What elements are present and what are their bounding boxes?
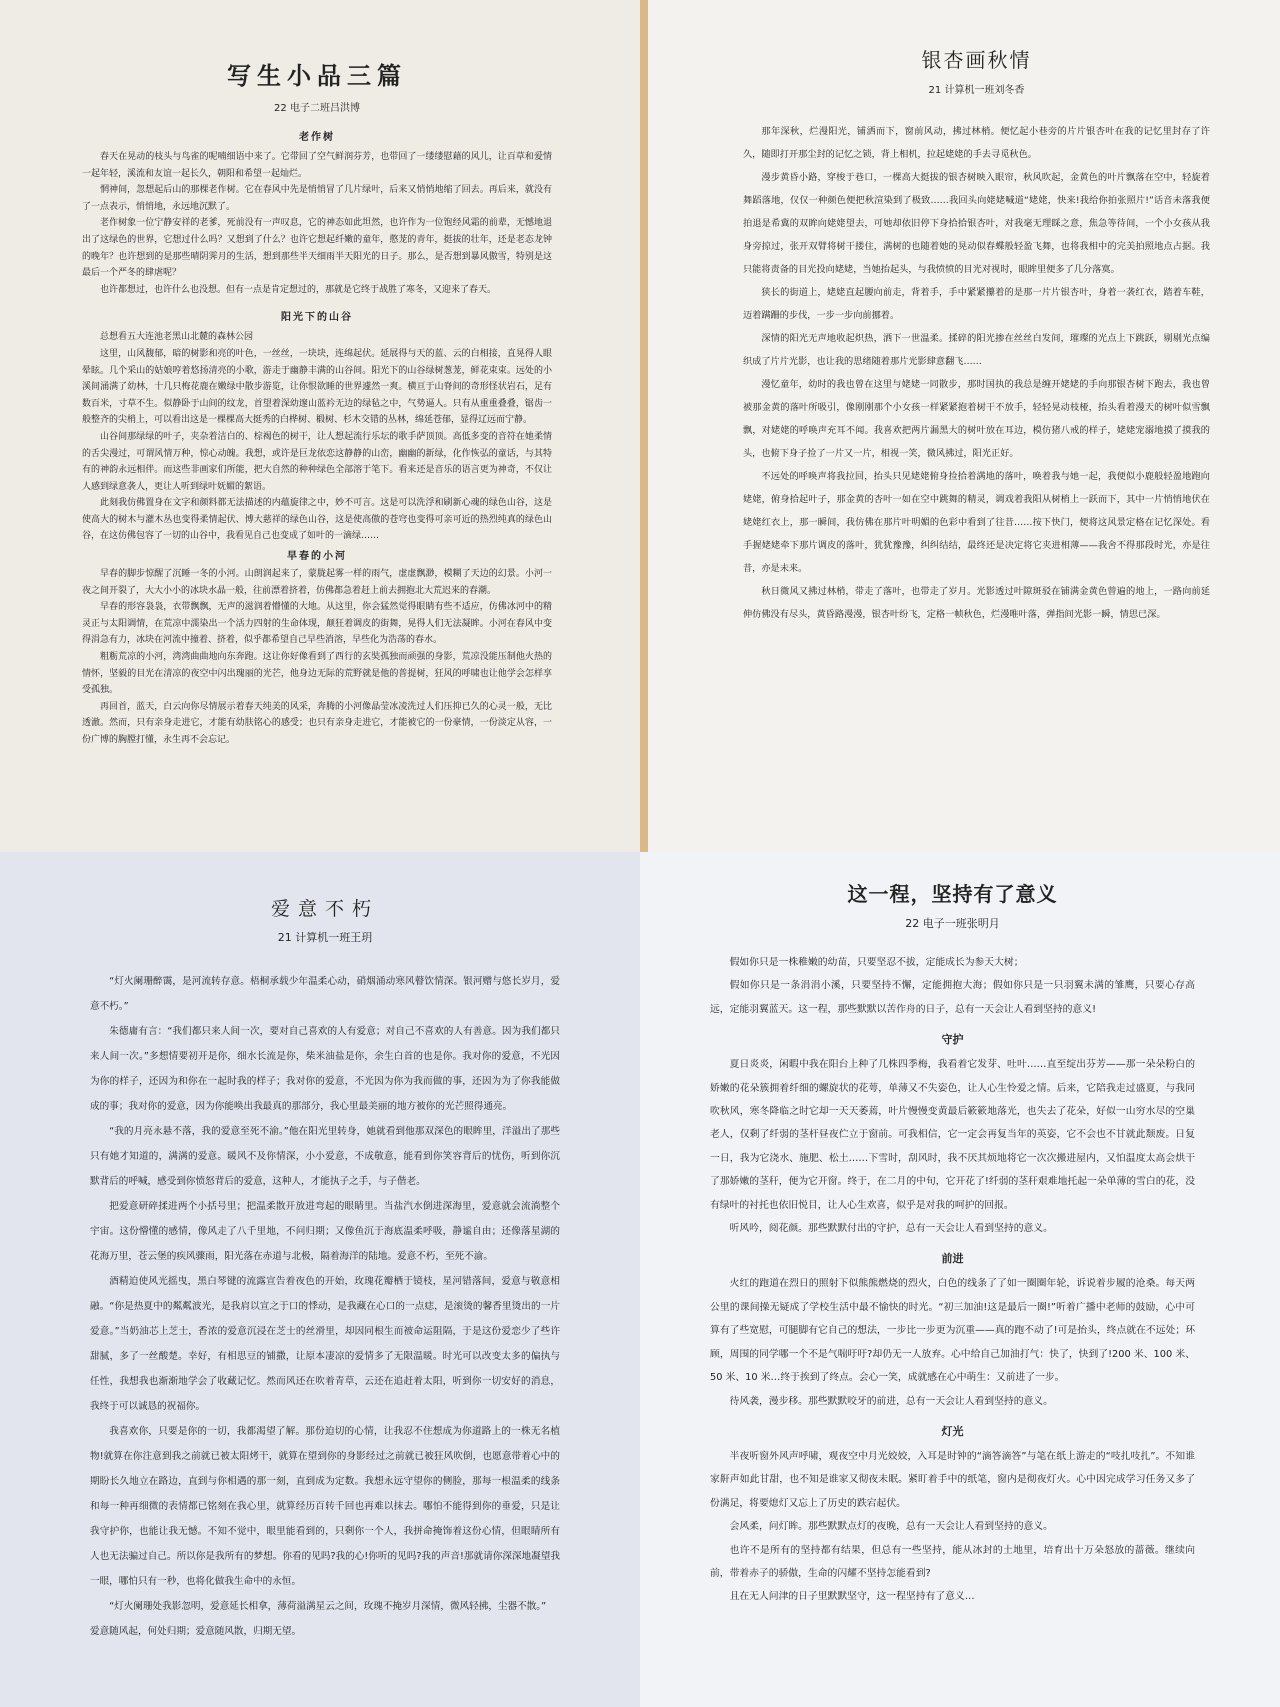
section-heading: 灯光 [941,1424,964,1438]
author-line: 22 电子一班张明月 [905,917,1000,930]
paragraph: 假如你只是一株稚嫩的幼苗，只要坚忍不拔，定能成长为参天大树； [729,957,1024,968]
paragraph: 早春的形容袅袅，衣带飘飘，无声的滋润着懵懂的大地。从这里，你会猛然觉得眼睛有些不适应，仿佛冰河中的精灵正与太阳调情，在荒凉中濡染出一个活力四射的生命体现，颠狂着调皮的街舞，晃得人们无法凝眸。小河在春风中变得涓急有力，冰块在河流中撞着、挤着，似乎都希望自己早些消溶，早些化为浩荡的春水。 [82,602,552,646]
paragraph: 我喜欢你，只要是你的一切，我都渴望了解。那份迫切的心情，让我忍不住想成为你道路上的一株无名植物!就算在你注意到我之前就已被太阳烤干，就算在望到你的身影经过之前就已被狂风吹倒，也愿意带着心中的期盼长久地立在路边，直到与你相遇的那一刻，直到成为定数。我想永远守望你的侧脸，那每一根温柔的线条和每一种再细微的表情都已铭刻在我心里，就算经历百转千回也再难以抹去。哪怕不能得到你的垂爱，只是让我守护你，也能让我无憾。不知不觉中，眼里能看到的，只剩你一个人，我拼命掩饰着这份心情，但眼睛所有人也无法骗过自己。所以你是我所有的梦想。你看的见吗?我的心!你听的见吗?我的声音!那就请你深深地凝望我一眼，哪怕只有一秒，也将化做我生命中的永恒。 [90,1426,560,1587]
section-heading: 早春的小河 [287,551,347,563]
essay-page-2 [648,0,1280,852]
essay-page-4 [640,852,1280,1707]
paragraph: “灯火阑珊醉霭，是河流转存意。梧桐承载少年温柔心动，硝烟涌动寒风瞽饮情深。银河赠与悠长岁月，爱意不朽。” [90,976,560,1012]
page-title: 这一程，坚持有了意义 [847,882,1058,906]
paragraph: 也许不是所有的坚持都有结果，但总有一些坚持，能从冰封的土地里，培育出十万朵怒放的蔷薇。继续向前，带着赤子的骄傲，生命的闪耀不坚持怎能看到? [710,1544,1195,1579]
page-title: 银杏画秋情 [921,48,1032,72]
paragraph: 酒精迫使风光摇曳，黑白琴键的流露宣告着夜色的开始，玫瑰花瓣栖于镜枝，星河错落间，爱意与敬意相融。“你是热夏中的粼粼波光，是我肩以宣之于口的悸动，是我藏在心口的一点痣，是滚烫的馨香里烫出的一片爱意。”当奶油芯上芝士，香浓的爱意沉浸在芝士的丝滑里，却因同根生而被命运阻隔，于是这份爱恋少了些许甜腻，多了一丝酸楚。幸好，有相思豆的铺撒，让原本凄凉的爱情多了无限温暖。时光可以改变太多的偏执与任性，我想我也渐渐地学会了收藏记忆。然而风还在吹着青草，云还在追赶着太阳，听到你一切安好的消息，我终于可以诚恳的祝福你。 [90,1276,560,1412]
paragraph: 那年深秋，烂漫阳光，铺洒而下，窗前风动，拂过林梢。便忆起小巷旁的片片银杏叶在我的记忆里封存了许久，随即打开那尘封的记忆之锁，背上相机，拉起姥姥的手去寻觅秋色。 [743,126,1210,160]
paragraph: 早春的脚步惊醒了沉睡一冬的小河。山朗润起来了，蒙胧起雾一样的雨气，虚虚飘渺，模糊了天边的幻景。小河一夜之间开裂了，大大小小的冰块水晶一般，往前漂着挤着，仿佛都急着赶上前去拥抱北大荒迟来的春潮。 [82,569,552,596]
paragraph: 不远处的呼唤声将我拉回，抬头只见姥姥俯身捡拾着满地的落叶，唤着我与她一起，我便似小鹿般轻盈地跑向姥姥，俯身拾起叶子，那金黄的杏叶一如在空中跳舞的精灵，调戏着我阳从树梢上一跃而下，其中一片悄悄地伏在姥姥红衣上，那一瞬间，我仿佛在那片叶明媚的色彩中看到了往昔……按下快门，便将这风景定格在记忆深处。看手握姥姥牵下那片调皮的落叶，犹犹豫豫，纠纠结结，最终还是决定将它夹进相薄——我舍不得那段时光，亦是往昔，亦是未来。 [743,471,1210,574]
paragraph: 听风吟，阅花颜。那些默默付出的守护，总有一天会让人看到坚持的意义。 [729,1223,1053,1235]
section-heading: 阳光下的山谷 [281,312,353,324]
paragraph: 漫步黄昏小路，穿梭于巷口，一棵高大挺拔的银杏树映入眼帘，秋风吹起，金黄色的叶片飘落在空中，轻旋着舞蹈落地，仅仅一种颜色便把秋渲染到了极致……我回头向姥姥喊道“姥姥，快来!我给你拍张照片!”话音未落我便拍退是希冀的双眸向姥姥望去，可她却依旧停下身拾拾银杏叶，对我毫无理睬之意，焦急等待间，一个小女孩从我身旁掠过，张开双臂将树干搂住，满树的也随着她的晃动似春蝶般轻盈飞舞，也将我相中的完美拍照地点占据。我只能将责备的目光投向姥姥，当她抬起头，与我愤愤的目光对视时，眼眸里便多了几分落寞。 [743,172,1210,275]
paragraph: 总想看五大连池老黑山北麓的森林公园 [100,332,254,343]
paragraph: 且在无人问津的日子里默默坚守，这一程坚持有了意义… [729,1591,975,1603]
paragraph: 春天在晃动的枝头与鸟雀的呢喃细语中来了。它带回了空气鲜润芬芳，也带回了一缕缕慰藉的风儿，让百草和爱情一起年轻，溪流和友谊一起长久，朝阳和希望一起灿烂。 [82,152,552,179]
paragraph: 老作树象一位宁静安祥的老爹，死前没有一声叹息，它的神态如此坦然，也许作为一位饱经风霜的前辈，无憾地退出了这绿色的世界，它想过什么吗？又想到了什么？也许它想起纤嫩的童年，憨茏的青年，挺拔的壮年，还是老态龙钟的晚年？也许想到的是那些晴阴霁月的生活，想到那些半天细雨半天阳光的日子。那么，是否想到暴风傲雪，特别是这最后一个严冬的肆虐呢？ [82,218,552,279]
paragraph: 会风柔，问灯眸。那些默默点灯的夜晚，总有一天会让人看到坚持的意义。 [729,1521,1053,1533]
paragraph: 再回首，蓝天，白云向你尽情展示着春天纯美的风采，奔腾的小河像晶莹冰凌洗过人们压抑已久的心灵一般，无比透澈。然而，只有亲身走进它，才能有幼肤铭心的感受；也只有亲身走进它，才能被它的一份豪情，一份淡定从容，一份广博的胸膛打懂，永生再不会忘记。 [82,701,552,745]
paragraph: 火红的跑道在烈日的照射下似熊熊燃烧的烈火，白色的线条了了如一圈圈年轮，诉说着步履的沧桑。每天两公里的课间操无疑成了学校生活中最不愉快的时光。“初三加油!这是最后一圈!”听着广播中老师的鼓励，心中可算有了些宽慰，可腿脚有它自己的想法，一步比一步更为沉重——真的跑不动了!可是抬头，终点就在不远处；环顾，周围的同学哪一个不是气喘吁吁?却仍无一人放弃。心中给自己加油打气：快了，快到了!200 米、100 米、50 米、10 米…终于挨到了终点。会心一笑，成就感在心中萌生：又前进了一步。 [710,1278,1195,1384]
author-line: 21 计算机一班刘冬香 [928,85,1025,96]
paragraph: “灯火阑珊处我影忽明，爱意延长相拿，薄荷溢满星云之间，玫瑰不掩岁月深情，微风轻拂，尘器不散。” [109,1601,547,1612]
paragraph: 漫忆童年，幼时的我也曾在这里与姥姥一同散步，那时国执的我总是缠开姥姥的手向那银杏树下跑去，我也曾被那金黄的落叶所吸引，像刚刚那个小女孩一样紧紧抱着树干不放手，轻轻晃动枝桠，抬头看着漫天的树叶似雪飘飘，对姥姥的呼唤声充耳不闻。我喜欢把两片漏黑大的树叶放在耳边，模仿猪八戒的样子，姥姥宠溺地摸了摸我的头，也俯下身子捡了一片又一片，相视一笑，微风拂过，阳光正好。 [743,379,1210,459]
paragraph: 深情的阳光无声地收起炽热，洒下一世温柔。揉碎的阳光掺在丝丝白发间，璀璨的光点上下跳跃，剔剔光点编织成了片片光影，也让我的思绪随着那片光影肆意翻飞…… [743,333,1210,367]
paragraph: 也许都想过，也许什么也没想。但有一点是肯定想过的，那就是它终于战胜了寒冬，又迎来了春天。 [100,284,497,295]
paragraph: 粗粝荒凉的小河，湾湾曲曲地向东奔跑。这让你好像看到了西行的玄奘孤独而顽强的身影，荒凉没能压制他火热的情怀，坚毅的目光在清凉的夜空中闪出瑰丽的光芒，他身边无际的荒野就是他的普提树，狂风的呼啸也让他学会怎样享受孤独。 [82,652,552,696]
section-heading: 守护 [941,1033,964,1047]
paragraph: 惘神间，忽想起后山的那棵老作树。它在春风中先是悄悄冒了几片绿叶，后来又悄悄地缩了回去。再后来，就没有了一点表示，悄悄地，永远地沉默了。 [82,185,552,212]
author-line: 22 电子二班吕洪博 [274,103,360,114]
paragraph: 秋日微风又拂过林梢，带走了落叶，也带走了岁月。光影透过叶隙斑驳在铺满金黄色曾遍的地上，一路向前延伸仿佛没有尽头，黄昏路漫漫，银杏叶纷飞，定格一帧秋色，烂漫唯叶落，弹指间光影一瞬，情思已深。 [743,586,1210,620]
paragraph: 此刻我仿佛置身在文字和颜料都无法描述的内蕴旋律之中，妙不可言。这是可以洗浮和刷新心魂的绿色山谷，这是使高大的树木与灌木丛也变得柔情起伏、博大慈祥的绿色山谷，这是使高傲的苍穹也变得可亲可近的热烈纯真的绿色山谷，在这仿佛包容了一切的山谷中，我看见自己也变成了如叶的一滴绿…… [82,498,552,542]
paragraph: 爱意随风起，何处归期；爱意随风散，归期无望。 [90,1626,302,1637]
paragraph: 这里，山风馥郁，暗的树影和亮的叶色，一丝丝，一块块，连绵起伏。延展得与天的蓝、云的白相接，直晃得人眼晕眩。几个采山的姑娘哼着悠扬清亮的小歌，游走于幽静丰满的山谷间。阳光下的山谷绿树葱茏，鲜花束束。远处的小溪间涌满了幼林，十几只梅花鹿在嫩绿中散步游览，让你恨欲睡的世界遽然一爽。横亘于山脊间的奇形怪状岩石，足有数百米，寸草不生。似静卧于山间的纹龙，首望着深幼邃山蓝衿无边的绿毡之中，气势逼人。只有从重重叠叠，锯齿一般整齐的尖梢上，可以看出这是一棵棵高大挺秀的白桦树、椴树、杉木交错的丛林，绵延苍郁，显得辽远而宁静。 [82,348,552,426]
paragraph: 夏日炎炎，闲暇中我在阳台上种了几株四季梅，我看着它发芽、吐叶……直至绽出芬芳——那一朵朵粉白的娇嫩的花朵簇拥着纤细的螺旋状的花萼，单薄又不失姿色，让人心生怜爱之情。后来，它陪我走过盛夏，与我同吹秋风，寒冬降临之时它却一天天萎蔫，叶片慢慢变黄最后簌簌地落光，也失去了花朵，好似一山穷水尽的空巢老人，仅剩了纤弱的茎杆昼夜伫立于窗前。可我相信，它一定会再复当年的英姿，它不会也不甘就此颓废。日复一日，我为它浇水、施肥、松土……下雪时，刮风时，我不厌其烦地将它一次次搬进屋内，又怕温度太高会烘干了那娇嫩的茎秆，便为它开窗。终于，在二月的中旬，它开花了!纤弱的茎秆艰难地托起一朵单薄的雪白的花，没有绿叶的衬托也依旧悦目，让人心生欢喜，似乎是对我的呵护的回报。 [710,1059,1195,1211]
paragraph: 狭长的街道上，姥姥直起腰向前走，背着手，手中紧紧攥着的是那一片片银杏叶，身着一袭红衣，踏着车鞋，迈着蹒跚的步伐，一步一步向前挪着。 [743,287,1210,321]
paragraph: 山谷间那绿绿的叶子，夹杂着洁白的、棕褐色的树干，让人想起流行乐坛的歌手萨顶顶。高低多变的音符在她柔情的舌尖漫过，可谓风情万种，惊心动魄。我想，或许是巨龙依恋这静静的山峦，幽幽的新绿，化作恢弘的童话，与其特有的神韵永远相伴。而这些非画家们所能，把大自然的种种绿色全部溶于笔下。看来还是音乐的语言更为神奇，不仅让人感到绿意袭人，更让人听到绿叶妩媚的絮语。 [82,431,552,492]
paragraph: 把爱意研碎揉进两个小括号里；把温柔散开放进弯起的眼睛里。当盐汽水倒进深海里，爱意就会流淌整个宇宙。这份懵懂的感情，像风走了八千里地，不问归期；又像鱼沉于海底温柔呼吸，静谧自由；还像落星湖的花海万里，苍云堡的疾风骤雨，阳光落在赤道与北极，隔着海洋的陆地。爱意不朽，至死不渝。 [90,1201,560,1262]
author-line: 21 计算机一班王玥 [277,931,373,944]
section-heading: 老作树 [299,132,335,143]
section-heading: 前进 [941,1252,964,1266]
page-title: 写生小品三篇 [227,62,407,90]
paragraph: 假如你只是一条涓涓小溪，只要坚持不懈，定能拥抱大海；假如你只是一只羽翼未满的雏鹰，只要心存高远，定能羽翼蓝天。这一程，那些默默以苦作舟的日子，总有一天会让人看到坚持的意义! [710,980,1195,1015]
essay-page-3 [0,852,640,1707]
paragraph: 半夜听窗外风声呼啸，观夜空中月光姣姣，入耳是时钟的“滴答滴答”与笔在纸上游走的“吱扎吱扎”。不知谁家鼾声如此甘甜，也不知是谁家又彻夜未眠。紧盯着手中的纸笔，窗内是彻夜灯火。心中因完成学习任务又多了份满足，将要熄灯又忘上了历史的跌宕起伏。 [710,1450,1195,1509]
paragraph: 朱德庸有言：“我们都只来人间一次，要对自己喜欢的人有爱意；对自己不喜欢的人有善意。因为我们都只来人间一次。”多想情要初开是你，细水长流是你，柴米油盐是你，余生白首的也是你。我对你的爱意，不光因为你的样子，还因为和你在一起时我的样子；我对你的爱意，不光因为你为我而做的事，还因为为了你我能做成的事；我对你的爱意，因为你能唤出我最真的那部分，我心里最美丽的地方被你的光芒照得通亮。 [90,1026,560,1112]
paragraph: 待风袭，漫步移。那些默默咬牙的前进，总有一天会让人看到坚持的意义。 [729,1395,1053,1407]
essay-page-1 [0,0,640,852]
paragraph: “我的月亮永悬不落，我的爱意至死不渝。”他在阳光里转身，她就看到他那双深色的眼眸里，洋溢出了那些只有她才知道的，满满的爱意。暖风不及你情深，小小爱意，不成敬意，能看到你笑容背后的忧伤，听到你沉默背后的呼喊，感受到你愤怒背后的爱意，这种人，才能执子之手，与子偕老。 [90,1126,560,1187]
page-title: 爱意不朽 [270,898,379,920]
